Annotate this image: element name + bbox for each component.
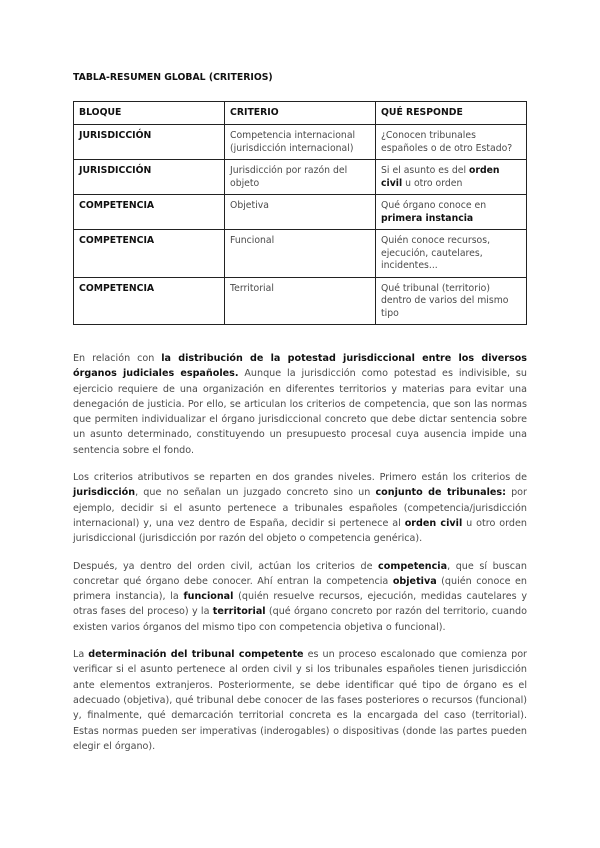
cell-responde bbox=[376, 230, 527, 278]
bold-text: jurisdicción bbox=[73, 487, 136, 499]
cell-criterio: Territorial bbox=[225, 277, 376, 325]
text-segment: Quién conoce recursos, ejecución, cautelares, incidentes... bbox=[381, 235, 491, 271]
text-segment: , que no señalan un juzgado concreto sino un bbox=[135, 487, 376, 499]
cell-bloque: JURISDICCIÓN bbox=[74, 160, 225, 195]
bold-text: objetiva bbox=[392, 575, 437, 587]
text-segment: u otro orden bbox=[402, 177, 463, 189]
bold-text: competencia bbox=[378, 560, 448, 572]
header-responde: QUÉ RESPONDE bbox=[376, 102, 527, 125]
text-segment: La bbox=[73, 649, 89, 661]
bold-text: orden civil bbox=[404, 517, 463, 529]
document-title: TABLA-RESUMEN GLOBAL (CRITERIOS) bbox=[73, 72, 273, 83]
bold-text: determinación del tribunal competente bbox=[88, 649, 304, 661]
text-segment: (qué órgano concreto por razón del territorio, cuando existen varios órganos del mismo tipo con competencia objetiva o funcional). bbox=[73, 606, 527, 633]
cell-criterio: Jurisdicción por razón del objeto bbox=[225, 160, 376, 195]
bold-text: territorial bbox=[212, 606, 266, 618]
paragraph bbox=[73, 559, 527, 635]
text-segment: Aunque la jurisdicción como potestad es indivisible, su ejercicio requiere de una organización en diferentes territorios y materias para evitar una denegación de justicia. Por ello, se articulan los criterios de competencia, que son las normas que permiten individualizar el órgano jurisdiccional concreto que debe dictar sentencia sobre un asunto determinado, constituyendo un presupuesto procesal cuya ausencia impide una sentencia sobre el fondo. bbox=[73, 368, 527, 456]
text-segment: Qué tribunal (territorio) dentro de varios del mismo tipo bbox=[381, 282, 509, 319]
cell-criterio: Objetiva bbox=[225, 195, 376, 230]
cell-bloque: COMPETENCIA bbox=[74, 230, 225, 278]
paragraph bbox=[73, 647, 527, 754]
header-bloque: BLOQUE bbox=[74, 102, 225, 125]
cell-bloque: JURISDICCIÓN bbox=[74, 125, 225, 160]
bold-text: orden civil bbox=[381, 165, 500, 189]
document-body bbox=[73, 351, 527, 766]
table-row bbox=[74, 160, 527, 195]
text-segment: Después, ya dentro del orden civil, actúan los criterios de bbox=[73, 560, 379, 572]
bold-text: primera instancia bbox=[381, 212, 474, 224]
table-row bbox=[74, 125, 527, 160]
cell-bloque: COMPETENCIA bbox=[74, 195, 225, 230]
text-segment: ¿Conocen tribunales españoles o de otro Estado? bbox=[381, 130, 513, 154]
text-segment: u otro orden jurisdiccional (jurisdicción por razón del objeto o competencia genérica). bbox=[73, 517, 527, 545]
paragraph bbox=[73, 470, 527, 546]
cell-responde bbox=[376, 195, 527, 230]
text-segment: Los criterios atributivos se reparten en dos grandes niveles. Primero están los criterios de bbox=[73, 472, 527, 484]
bold-text: conjunto de tribunales: bbox=[375, 487, 506, 499]
cell-responde bbox=[376, 160, 527, 195]
text-segment: por ejemplo, decidir si el asunto pertenece a tribunales españoles (competencia/jurisdicción internacional) y, una vez dentro de España, decidir si pertenece al bbox=[73, 487, 527, 529]
bold-text: funcional bbox=[183, 591, 234, 603]
bold-text: la distribución de la potestad jurisdiccional entre los diversos órganos judiciales españoles. bbox=[73, 353, 527, 380]
text-segment: (quién conoce en primera instancia), la bbox=[73, 575, 527, 603]
table-header-row bbox=[74, 102, 527, 125]
summary-table bbox=[73, 101, 527, 325]
cell-responde bbox=[376, 125, 527, 160]
cell-bloque: COMPETENCIA bbox=[74, 277, 225, 325]
table-row bbox=[74, 277, 527, 325]
text-segment: Qué órgano conoce en bbox=[381, 200, 487, 211]
table-row bbox=[74, 195, 527, 230]
text-segment: Si el asunto es del bbox=[381, 165, 469, 176]
text-segment: En relación con bbox=[73, 353, 162, 364]
cell-responde bbox=[376, 277, 527, 325]
cell-criterio: Competencia internacional (jurisdicción internacional) bbox=[225, 125, 376, 160]
paragraph bbox=[73, 351, 527, 458]
header-criterio: CRITERIO bbox=[225, 102, 376, 125]
table-row bbox=[74, 230, 527, 278]
text-segment: (quién resuelve recursos, ejecución, medidas cautelares y otras fases del proceso) y la bbox=[73, 591, 527, 618]
text-segment: , que sí buscan concretar qué órgano debe conocer. Ahí entran la competencia bbox=[73, 560, 527, 587]
cell-criterio: Funcional bbox=[225, 230, 376, 278]
text-segment: es un proceso escalonado que comienza por verificar si el asunto pertenece al orden civil y si los tribunales españoles tienen jurisdicción ante elementos extranjeros. Posteriormente, se debe identificar qué tipo de órgano es el adecuado (objetiva), qué tribunal debe conocer de las fases posteriores o recursos (funcional) y, finalmente, qué demarcación territorial concreta es la encargada del caso (territorial). Estas normas pueden ser imperativas (inderogables) o dispositivas (donde las partes pueden elegir el órgano). bbox=[73, 649, 528, 752]
